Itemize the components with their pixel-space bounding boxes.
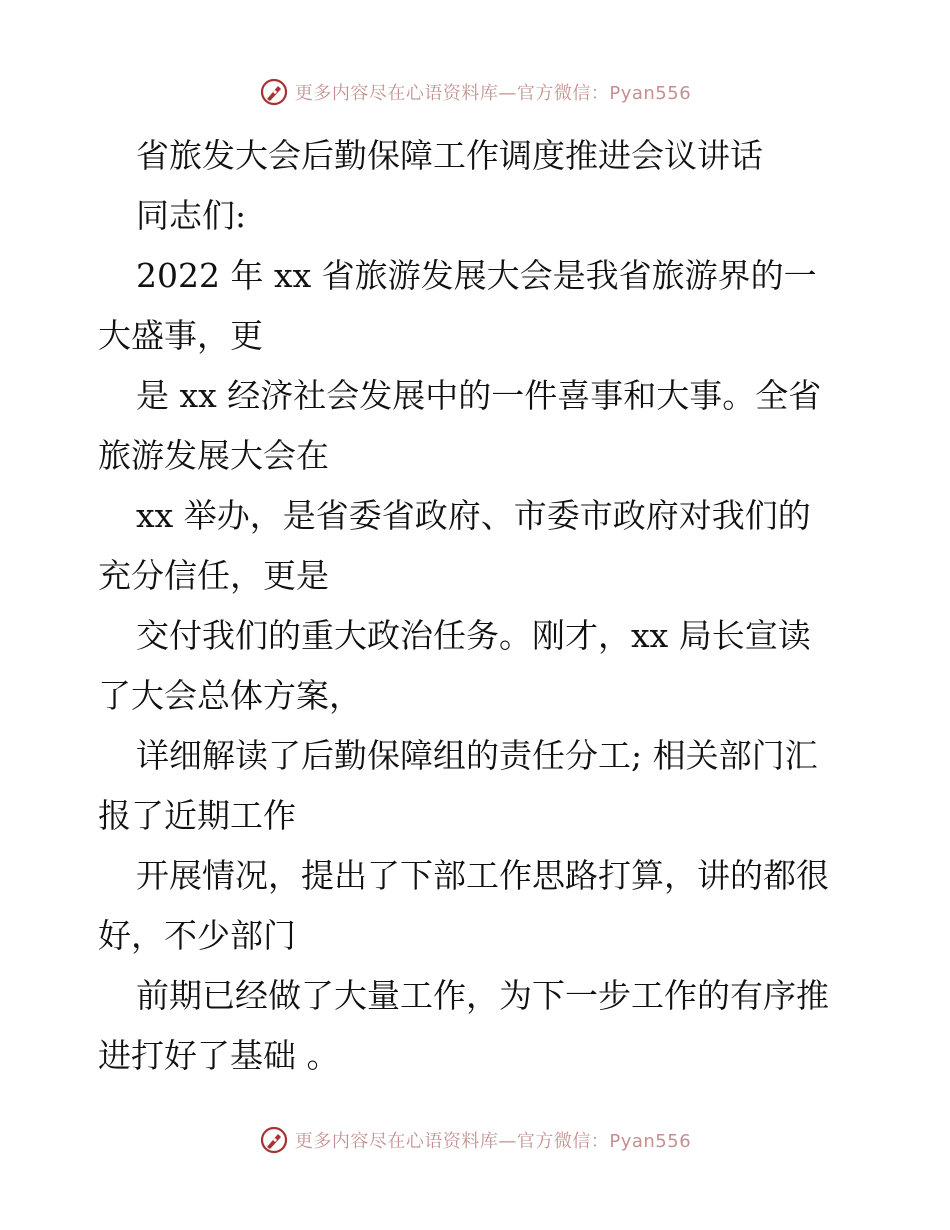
document-body (98, 126, 868, 1086)
paragraph-line: 交付我们的重大政治任务。刚才，xx 局长宣读 了大会总体方案， (98, 616, 811, 715)
document-title: 省旅发大会后勤保障工作调度推进会议讲话 (136, 136, 763, 175)
salutation: 同志们: (136, 196, 247, 235)
paragraph-line: 2022 年 xx 省旅游发展大会是我省旅游界的一 大盛事，更 (98, 256, 817, 355)
paragraph-line: 是 xx 经济社会发展中的一件喜事和大事。全省 旅游发展大会在 (98, 376, 822, 475)
paragraph-line: 详细解读了后勤保障组的责任分工; 相关部门汇 报了近期工作 (98, 736, 818, 835)
pen-nib-circle-icon (259, 1125, 289, 1155)
paragraph-line: 前期已经做了大量工作，为下一步工作的有序推 进打好了基础 。 (98, 976, 829, 1075)
paragraph-line: 开展情况，提出了下部工作思路打算，讲的都很 好，不少部门 (98, 856, 829, 955)
paragraph-line: xx 举办，是省委省政府、市委市政府对我们的 充分信任，更是 (98, 496, 811, 595)
watermark-text: 更多内容尽在心语资料库—官方微信：Pyan556 (294, 83, 692, 104)
watermark-text: 更多内容尽在心语资料库—官方微信：Pyan556 (294, 1131, 692, 1152)
watermark-banner-bottom (0, 1120, 950, 1160)
pen-nib-circle-icon (259, 77, 289, 107)
watermark-banner-top (0, 72, 950, 112)
